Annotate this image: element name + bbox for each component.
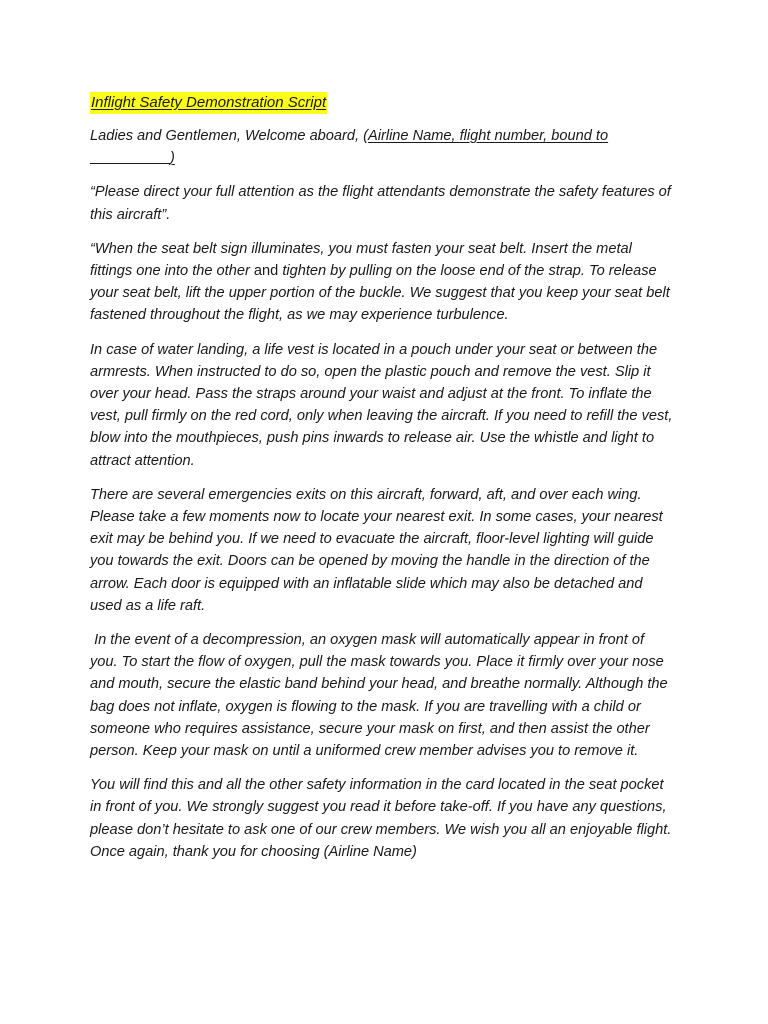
welcome-close: ): [170, 150, 175, 167]
life-vest-paragraph: In case of water landing, a life vest is located in a pouch under your seat or between the armrests. When instructed to do so, open the plastic pouch and remove the vest. Slip it over your head. Pass the straps around your waist and adjust at the front. To inflate the vest, pull firmly on the red cord, only when leaving the aircraft. If you need to refill the vest, blow into the mouthpieces, push pins inwards to release air. Use the whistle and light to attract attention.: [90, 341, 673, 469]
welcome-lead: Ladies and Gentlemen, Welcome aboard, (: [90, 128, 368, 144]
oxygen-text: In the event of a decompression, an oxygen mask will automatically appear in front of you. To start the flow of oxygen, pull the mask towards you. Place it firmly over your nose and mouth, secure the elastic band behind your head, and breathe normally. Although the bag does not inflate, oxygen is flowing to the mask. If you are travelling with a child or someone who requires assistance, secure your mask on first, and then assist the other person. Keep your mask on until a uniformed crew member advises you to remove it.: [90, 632, 668, 760]
seatbelt-text-2: tighten by pulling on the loose end of the strap. To release your seat belt, lift the upper portion of the buckle. We suggest that you keep your seat belt fastened throughout the flight, as we may experience turbulence.: [90, 263, 670, 324]
seatbelt-text-1: “When the seat belt sign illuminates, you must fasten your seat belt. Insert the metal fittings one into the other: [90, 240, 632, 280]
seatbelt-paragraph: [90, 238, 675, 327]
seatbelt-connector: and: [253, 263, 279, 280]
exits-paragraph: There are several emergencies exits on this aircraft, forward, aft, and over each wing. Please take a few moments now to locate your nearest exit. In some cases, your nearest exit may be behind you. If we need to evacuate the aircraft, floor-level lighting will guide you towards the exit. Doors can be opened by moving the handle in the direction of the arrow. Each door is equipped with an inflatable slide which may also be detached and used as a life raft.: [90, 486, 663, 614]
closing-paragraph: You will find this and all the other safety information in the card located in the seat pocket in front of you. We strongly suggest you read it before take-off. If you have any questions, please don’t hesitate to ask one of our crew members. We wish you all an enjoyable flight. Once again, thank you for choosing (Airline Name): [90, 777, 672, 860]
document-title: Inflight Safety Demonstration Script: [90, 92, 327, 114]
welcome-paragraph: [90, 125, 675, 169]
fill-in-blank: [90, 149, 170, 164]
airline-placeholder: Airline Name, flight number, bound to: [367, 128, 609, 144]
oxygen-paragraph: [90, 629, 675, 762]
document-body: [90, 92, 675, 875]
attention-paragraph: “Please direct your full attention as the flight attendants demonstrate the safety features of this aircraft”.: [90, 184, 671, 223]
